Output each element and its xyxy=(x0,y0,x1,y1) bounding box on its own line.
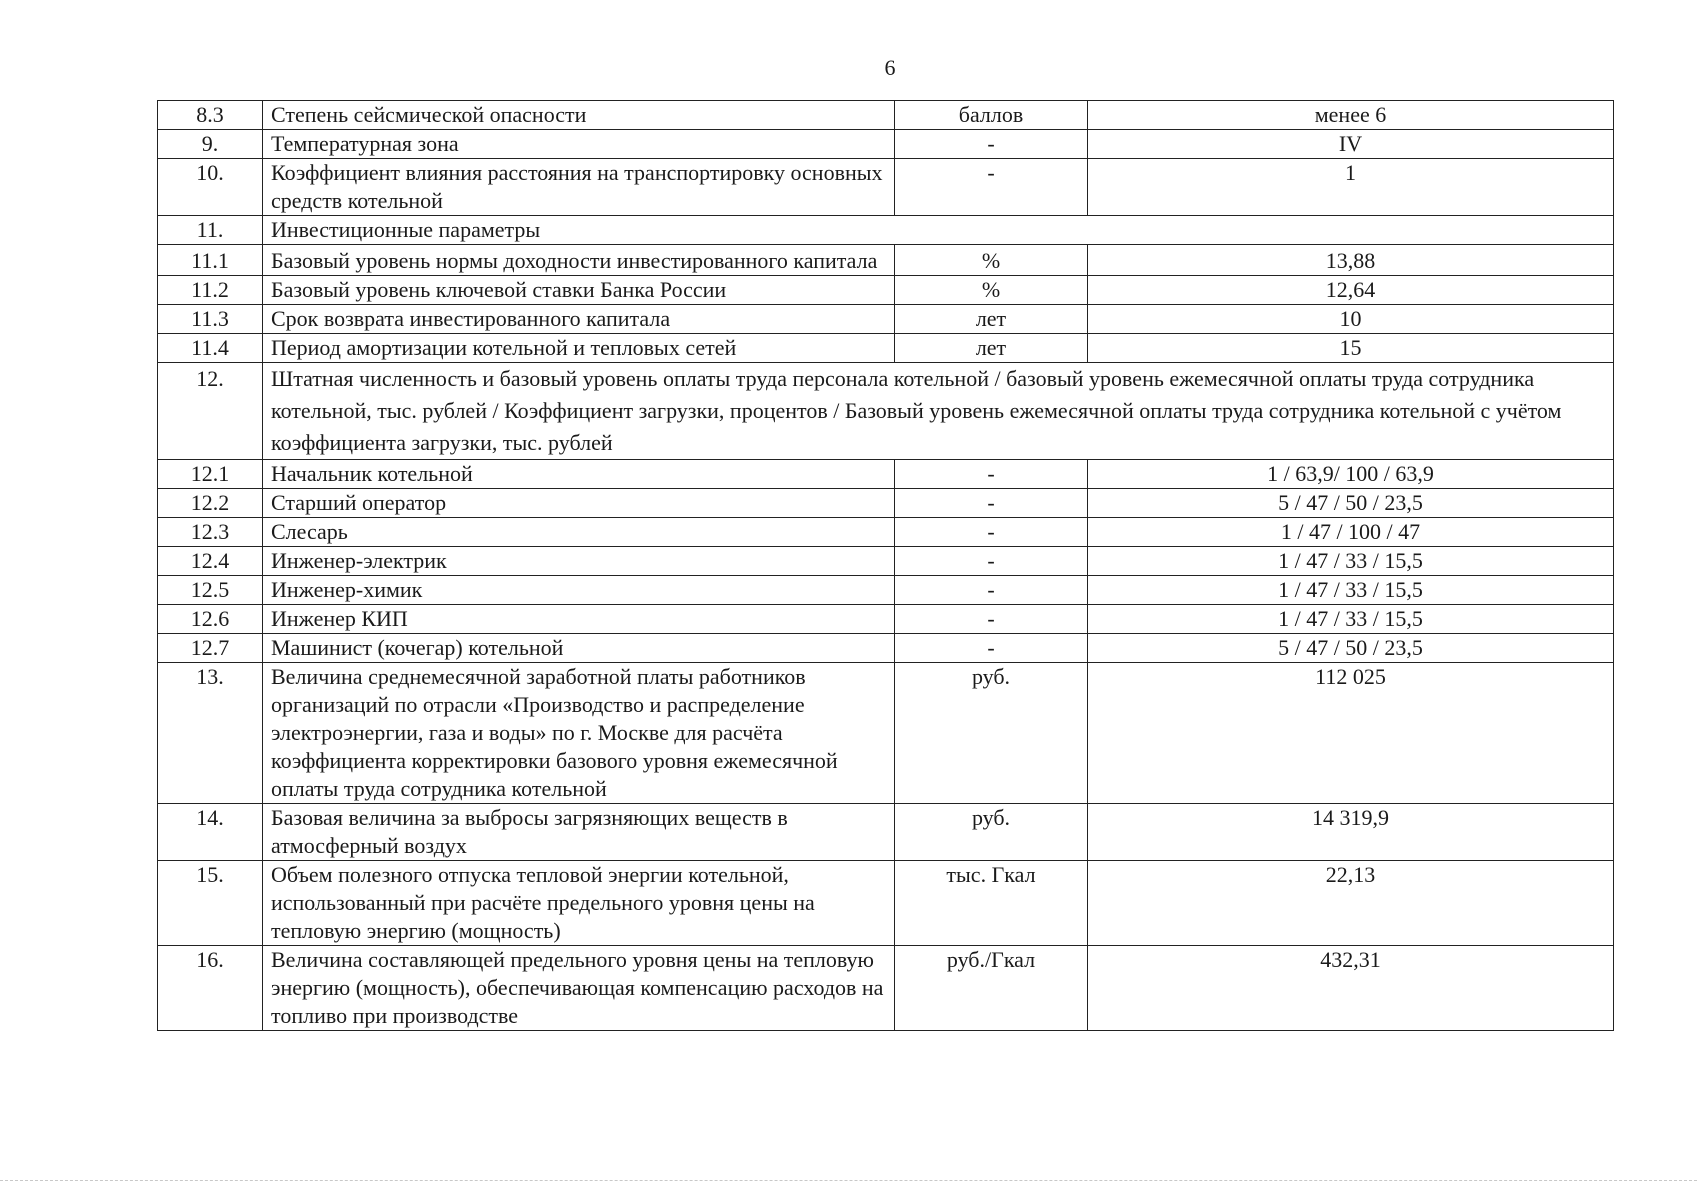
row-unit: руб./Гкал xyxy=(895,946,1088,1031)
row-value: 10 xyxy=(1088,305,1614,334)
row-description: Машинист (кочегар) котельной xyxy=(263,634,895,663)
row-number: 15. xyxy=(158,861,263,946)
scan-edge-divider xyxy=(0,1180,1697,1181)
row-unit: - xyxy=(895,489,1088,518)
row-description: Инженер-химик xyxy=(263,576,895,605)
row-unit: - xyxy=(895,547,1088,576)
row-unit: руб. xyxy=(895,663,1088,804)
row-description: Степень сейсмической опасности xyxy=(263,101,895,130)
table-row xyxy=(158,305,1614,334)
row-description: Величина среднемесячной заработной платы работников организаций по отрасли «Производство и распределение электроэнергии, газа и воды» по г. Москве для расчёта коэффициента корректировки базового уровня ежемесячной оплаты труда сотрудника котельной xyxy=(263,663,895,804)
row-value: 1 / 47 / 33 / 15,5 xyxy=(1088,576,1614,605)
row-value: 14 319,9 xyxy=(1088,804,1614,861)
table-row xyxy=(158,946,1614,1031)
row-unit: - xyxy=(895,518,1088,547)
row-value: IV xyxy=(1088,130,1614,159)
row-description: Коэффициент влияния расстояния на транспортировку основных средств котельной xyxy=(263,159,895,216)
row-unit: - xyxy=(895,130,1088,159)
row-description: Срок возврата инвестированного капитала xyxy=(263,305,895,334)
row-value: 5 / 47 / 50 / 23,5 xyxy=(1088,634,1614,663)
row-description: Инженер КИП xyxy=(263,605,895,634)
row-value: 12,64 xyxy=(1088,276,1614,305)
row-unit: - xyxy=(895,460,1088,489)
row-description: Температурная зона xyxy=(263,130,895,159)
row-description: Начальник котельной xyxy=(263,460,895,489)
row-number: 12.1 xyxy=(158,460,263,489)
row-unit: тыс. Гкал xyxy=(895,861,1088,946)
row-value: 112 025 xyxy=(1088,663,1614,804)
section-heading: Штатная численность и базовый уровень оплаты труда персонала котельной / базовый уровень ежемесячной оплаты труда сотрудника котельной, тыс. рублей / Коэффициент загрузки, процентов / Базовый уровень ежемесячной оплаты труда сотрудника котельной с учётом коэффициента загрузки, тыс. рублей xyxy=(263,363,1614,460)
row-number: 11.4 xyxy=(158,334,263,363)
row-number: 9. xyxy=(158,130,263,159)
row-unit: - xyxy=(895,576,1088,605)
row-unit: лет xyxy=(895,334,1088,363)
row-number: 11.1 xyxy=(158,245,263,276)
row-value: 1 / 63,9/ 100 / 63,9 xyxy=(1088,460,1614,489)
row-unit: - xyxy=(895,605,1088,634)
row-description: Объем полезного отпуска тепловой энергии котельной, использованный при расчёте предельного уровня цены на тепловую энергию (мощность) xyxy=(263,861,895,946)
table-row xyxy=(158,518,1614,547)
row-description: Базовый уровень нормы доходности инвестированного капитала xyxy=(263,245,895,276)
row-number: 12.7 xyxy=(158,634,263,663)
row-value: 15 xyxy=(1088,334,1614,363)
row-description: Базовый уровень ключевой ставки Банка России xyxy=(263,276,895,305)
table-row xyxy=(158,489,1614,518)
row-description: Период амортизации котельной и тепловых сетей xyxy=(263,334,895,363)
row-value: менее 6 xyxy=(1088,101,1614,130)
row-number: 8.3 xyxy=(158,101,263,130)
row-number: 11.2 xyxy=(158,276,263,305)
table-row xyxy=(158,130,1614,159)
row-unit: - xyxy=(895,634,1088,663)
row-number: 12. xyxy=(158,363,263,460)
row-value: 13,88 xyxy=(1088,245,1614,276)
page-number: 6 xyxy=(884,55,896,80)
table-row xyxy=(158,605,1614,634)
row-unit: - xyxy=(895,159,1088,216)
row-number: 10. xyxy=(158,159,263,216)
row-number: 12.5 xyxy=(158,576,263,605)
row-value: 1 xyxy=(1088,159,1614,216)
row-unit: баллов xyxy=(895,101,1088,130)
table-row xyxy=(158,363,1614,460)
row-number: 11.3 xyxy=(158,305,263,334)
table-row xyxy=(158,861,1614,946)
table-row xyxy=(158,245,1614,276)
table-row xyxy=(158,547,1614,576)
table-row xyxy=(158,276,1614,305)
row-value: 432,31 xyxy=(1088,946,1614,1031)
row-value: 1 / 47 / 100 / 47 xyxy=(1088,518,1614,547)
table-row xyxy=(158,460,1614,489)
section-heading: Инвестиционные параметры xyxy=(263,216,1614,245)
row-number: 12.2 xyxy=(158,489,263,518)
row-description: Базовая величина за выбросы загрязняющих веществ в атмосферный воздух xyxy=(263,804,895,861)
row-description: Старший оператор xyxy=(263,489,895,518)
table-row xyxy=(158,576,1614,605)
row-number: 16. xyxy=(158,946,263,1031)
row-number: 11. xyxy=(158,216,263,245)
row-description: Слесарь xyxy=(263,518,895,547)
table-row xyxy=(158,101,1614,130)
table-row xyxy=(158,216,1614,245)
row-unit: лет xyxy=(895,305,1088,334)
row-number: 14. xyxy=(158,804,263,861)
row-value: 5 / 47 / 50 / 23,5 xyxy=(1088,489,1614,518)
table-row xyxy=(158,804,1614,861)
table-row xyxy=(158,334,1614,363)
row-value: 1 / 47 / 33 / 15,5 xyxy=(1088,547,1614,576)
table-row xyxy=(158,663,1614,804)
row-number: 13. xyxy=(158,663,263,804)
row-unit: % xyxy=(895,276,1088,305)
row-description: Величина составляющей предельного уровня цены на тепловую энергию (мощность), обеспечивающая компенсацию расходов на топливо при производстве xyxy=(263,946,895,1031)
row-value: 22,13 xyxy=(1088,861,1614,946)
row-number: 12.3 xyxy=(158,518,263,547)
row-unit: руб. xyxy=(895,804,1088,861)
row-unit: % xyxy=(895,245,1088,276)
row-value: 1 / 47 / 33 / 15,5 xyxy=(1088,605,1614,634)
row-number: 12.6 xyxy=(158,605,263,634)
parameters-table xyxy=(157,100,1614,1031)
table-row xyxy=(158,634,1614,663)
row-description: Инженер-электрик xyxy=(263,547,895,576)
row-number: 12.4 xyxy=(158,547,263,576)
table-row xyxy=(158,159,1614,216)
